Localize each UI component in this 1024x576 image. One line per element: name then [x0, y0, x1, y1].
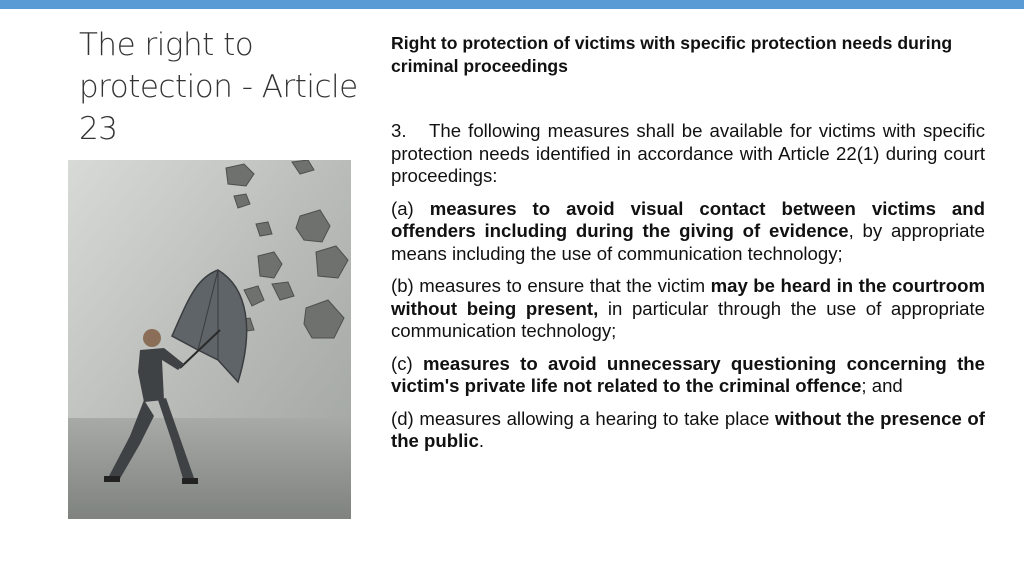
- item-d-bold: without the presence of the public: [391, 407, 985, 451]
- photo-illustration: [68, 160, 351, 519]
- article-content: [391, 32, 985, 463]
- item-a: [391, 198, 985, 266]
- item-b-suffix: in particular through the use of appropriate communication technology;: [391, 297, 985, 341]
- item-a-prefix: (a): [391, 197, 430, 219]
- item-c-suffix: ; and: [861, 375, 903, 396]
- item-a-suffix: , by appropriate means including the use of communication technology;: [391, 220, 986, 264]
- item-c: [391, 353, 985, 398]
- item-d-prefix: (d) measures allowing a hearing to take place: [391, 407, 775, 429]
- item-b: [391, 275, 985, 343]
- item-c-prefix: (c): [391, 352, 423, 374]
- man-umbrella-rocks-photo: [68, 160, 351, 519]
- slide-title: The right to protection - Article 23: [79, 27, 358, 147]
- item-b-bold: may be heard in the courtroom without being present,: [391, 275, 985, 319]
- paragraph-number: 3.: [391, 120, 407, 141]
- paragraph-text: The following measures shall be available for victims with specific protection needs identified in accordance with Article 22(1) during court proceedings:: [391, 120, 985, 186]
- item-d-suffix: .: [478, 430, 484, 451]
- article-heading: Right to protection of victims with specific protection needs during criminal proceedings: [391, 33, 953, 76]
- item-c-bold: measures to avoid unnecessary questioning concerning the victim's private life not related to the criminal offence: [391, 352, 985, 396]
- item-a-bold: measures to avoid visual contact between victims and offenders including during the giving of evidence: [391, 197, 985, 241]
- item-d: [391, 408, 985, 453]
- top-accent-bar: [0, 0, 1024, 9]
- item-b-prefix: (b) measures to ensure that the victim: [391, 275, 711, 296]
- paragraph-3: [391, 120, 985, 188]
